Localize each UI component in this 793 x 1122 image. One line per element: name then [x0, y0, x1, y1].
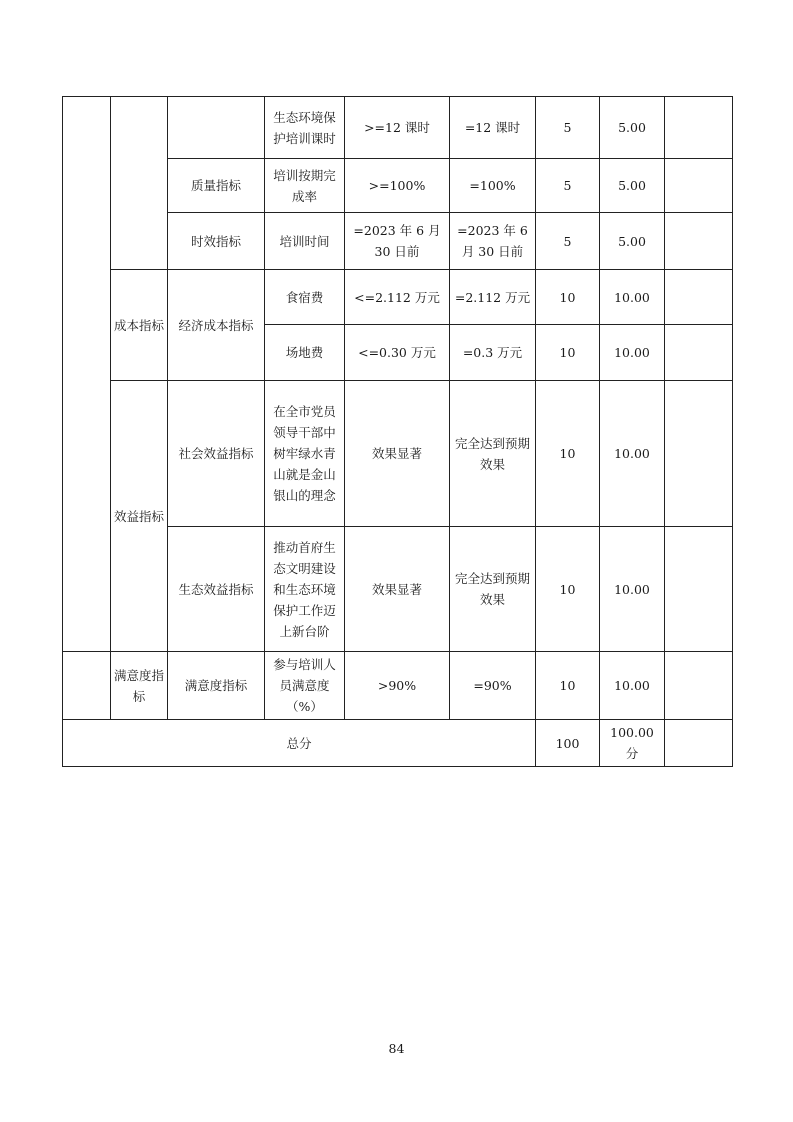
- actual-cell: =90%: [450, 652, 536, 720]
- score-cell: 10.00: [600, 527, 665, 652]
- total-row: [63, 720, 733, 767]
- note-cell: [665, 325, 733, 381]
- actual-cell: 完全达到预期效果: [450, 527, 536, 652]
- score-cell: 10.00: [600, 652, 665, 720]
- outer-category-cell: [63, 652, 111, 720]
- indicator-cell: 推动首府生态文明建设和生态环境保护工作迈上新台阶: [265, 527, 345, 652]
- table-row: [63, 652, 733, 720]
- page-number: 84: [388, 1041, 405, 1056]
- total-label: 总分: [63, 720, 536, 767]
- subcategory-cell: [168, 97, 265, 159]
- category-cell: 效益指标: [111, 381, 168, 652]
- note-cell: [665, 381, 733, 527]
- weight-cell: 10: [536, 527, 600, 652]
- total-note: [665, 720, 733, 767]
- actual-cell: =12 课时: [450, 97, 536, 159]
- weight-cell: 10: [536, 652, 600, 720]
- actual-cell: =0.3 万元: [450, 325, 536, 381]
- subcategory-cell: 质量指标: [168, 159, 265, 213]
- weight-cell: 10: [536, 270, 600, 325]
- weight-cell: 5: [536, 97, 600, 159]
- indicator-cell: 在全市党员领导干部中树牢绿水青山就是金山银山的理念: [265, 381, 345, 527]
- weight-cell: 10: [536, 325, 600, 381]
- score-cell: 10.00: [600, 325, 665, 381]
- subcategory-cell: 满意度指标: [168, 652, 265, 720]
- score-cell: 5.00: [600, 159, 665, 213]
- target-cell: >=100%: [345, 159, 450, 213]
- note-cell: [665, 213, 733, 270]
- target-cell: <=2.112 万元: [345, 270, 450, 325]
- note-cell: [665, 159, 733, 213]
- actual-cell: =2.112 万元: [450, 270, 536, 325]
- indicator-cell: 食宿费: [265, 270, 345, 325]
- table-row: [63, 97, 733, 159]
- score-cell: 5.00: [600, 213, 665, 270]
- indicator-cell: 培训时间: [265, 213, 345, 270]
- outer-category-cell: [63, 97, 111, 652]
- score-cell: 10.00: [600, 270, 665, 325]
- table-row: [63, 381, 733, 527]
- score-cell: 10.00: [600, 381, 665, 527]
- note-cell: [665, 97, 733, 159]
- total-score: 100.00 分: [600, 720, 665, 767]
- score-cell: 5.00: [600, 97, 665, 159]
- actual-cell: 完全达到预期效果: [450, 381, 536, 527]
- target-cell: 效果显著: [345, 527, 450, 652]
- indicator-cell: 参与培训人员满意度（%）: [265, 652, 345, 720]
- note-cell: [665, 527, 733, 652]
- category-cell: 成本指标: [111, 270, 168, 381]
- note-cell: [665, 652, 733, 720]
- table-row: [63, 270, 733, 325]
- subcategory-cell: 经济成本指标: [168, 270, 265, 381]
- subcategory-cell: 社会效益指标: [168, 381, 265, 527]
- weight-cell: 5: [536, 213, 600, 270]
- indicator-cell: 场地费: [265, 325, 345, 381]
- actual-cell: =2023 年 6 月 30 日前: [450, 213, 536, 270]
- indicator-cell: 生态环境保护培训课时: [265, 97, 345, 159]
- actual-cell: =100%: [450, 159, 536, 213]
- subcategory-cell: 生态效益指标: [168, 527, 265, 652]
- target-cell: =2023 年 6 月 30 日前: [345, 213, 450, 270]
- indicator-cell: 培训按期完成率: [265, 159, 345, 213]
- category-cell: 满意度指标: [111, 652, 168, 720]
- weight-cell: 10: [536, 381, 600, 527]
- target-cell: >90%: [345, 652, 450, 720]
- category-cell: [111, 97, 168, 270]
- target-cell: <=0.30 万元: [345, 325, 450, 381]
- weight-cell: 5: [536, 159, 600, 213]
- target-cell: >=12 课时: [345, 97, 450, 159]
- note-cell: [665, 270, 733, 325]
- total-weight: 100: [536, 720, 600, 767]
- subcategory-cell: 时效指标: [168, 213, 265, 270]
- performance-indicator-table: [62, 96, 733, 767]
- target-cell: 效果显著: [345, 381, 450, 527]
